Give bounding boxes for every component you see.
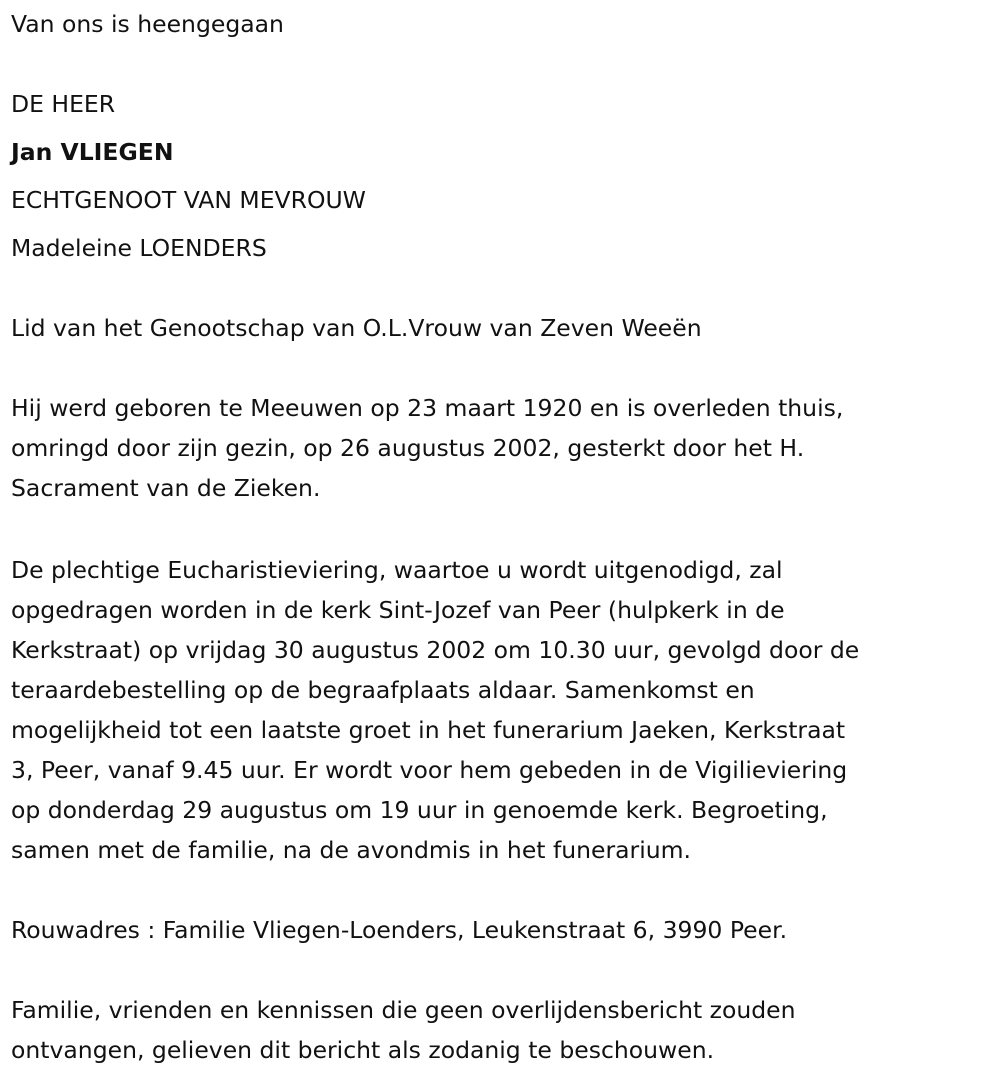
birth-death-paragraph <box>11 388 996 508</box>
text-line: Kerkstraat) op vrijdag 30 augustus 2002 om 10.30 uur, gevolgd door de <box>11 636 860 664</box>
text-line: samen met de familie, na de avondmis in het funerarium. <box>11 836 691 864</box>
deceased-header <box>11 80 996 272</box>
ceremony-paragraph <box>11 550 996 870</box>
title: DE HEER <box>11 90 116 118</box>
address-line: Rouwadres : Familie Vliegen-Loenders, Leukenstraat 6, 3990 Peer. <box>11 916 788 944</box>
closing-paragraph <box>11 990 996 1070</box>
address-paragraph <box>11 910 996 950</box>
spouse-name: Madeleine LOENDERS <box>11 234 267 262</box>
membership-paragraph <box>11 308 996 348</box>
intro-line: Van ons is heengegaan <box>11 10 284 38</box>
membership-line: Lid van het Genootschap van O.L.Vrouw van Zeven Weeën <box>11 314 702 342</box>
text-line: Hij werd geboren te Meeuwen op 23 maart 1920 en is overleden thuis, <box>11 394 844 422</box>
deceased-name: Jan VLIEGEN <box>11 138 174 166</box>
text-line: opgedragen worden in de kerk Sint-Jozef van Peer (hulpkerk in de <box>11 596 785 624</box>
text-line: 3, Peer, vanaf 9.45 uur. Er wordt voor hem gebeden in de Vigilieviering <box>11 756 848 784</box>
text-line: ontvangen, gelieven dit bericht als zodanig te beschouwen. <box>11 1036 715 1064</box>
text-line: mogelijkheid tot een laatste groet in het funerarium Jaeken, Kerkstraat <box>11 716 846 744</box>
spouse-label: ECHTGENOOT VAN MEVROUW <box>11 186 366 214</box>
text-line: teraardebestelling op de begraafplaats aldaar. Samenkomst en <box>11 676 755 704</box>
intro-text <box>11 4 996 44</box>
text-line: Sacrament van de Zieken. <box>11 474 321 502</box>
text-line: Familie, vrienden en kennissen die geen overlijdensbericht zouden <box>11 996 796 1024</box>
text-line: op donderdag 29 augustus om 19 uur in genoemde kerk. Begroeting, <box>11 796 828 824</box>
text-line: omringd door zijn gezin, op 26 augustus 2002, gesterkt door het H. <box>11 434 805 462</box>
text-line: De plechtige Eucharistieviering, waartoe u wordt uitgenodigd, zal <box>11 556 783 584</box>
